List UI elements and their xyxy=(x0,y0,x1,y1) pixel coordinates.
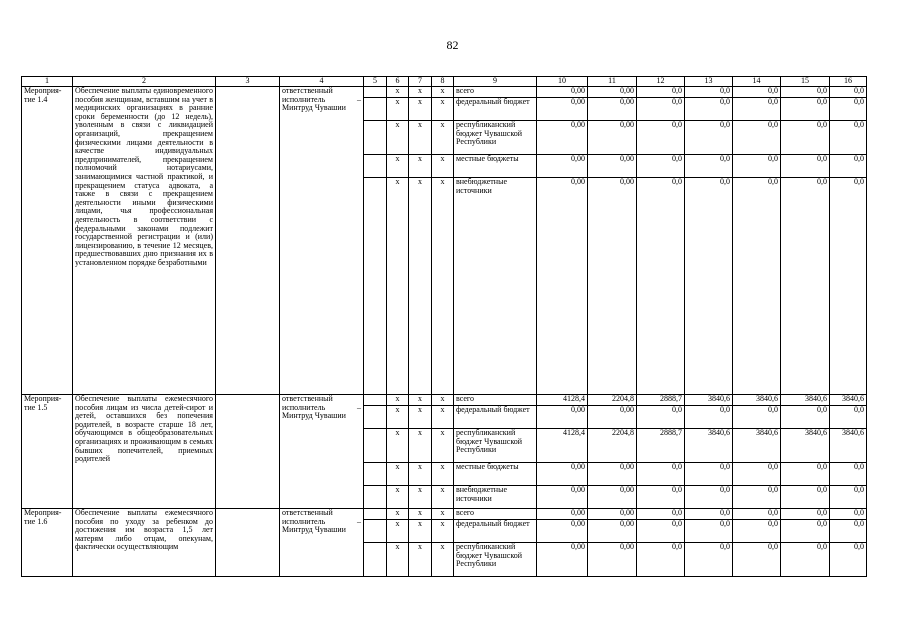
funding-value: 0,00 xyxy=(588,406,637,429)
empty-cell xyxy=(364,98,387,121)
code-mark: x xyxy=(387,429,409,463)
table-row xyxy=(22,395,867,406)
code-mark: x xyxy=(387,406,409,429)
funding-value: 2888,7 xyxy=(637,395,685,406)
funding-value: 0,0 xyxy=(733,463,781,486)
funding-source: внебюджетные источники xyxy=(454,178,537,395)
funding-value: 0,00 xyxy=(537,509,588,520)
funding-source: всего xyxy=(454,87,537,98)
code-mark: x xyxy=(432,155,454,178)
funding-value: 0,00 xyxy=(537,486,588,509)
funding-value: 0,0 xyxy=(830,87,867,98)
funding-value: 0,0 xyxy=(781,87,830,98)
code-mark: x xyxy=(409,509,432,520)
funding-value: 0,00 xyxy=(588,87,637,98)
table-row xyxy=(22,509,867,520)
funding-value: 0,0 xyxy=(830,463,867,486)
column-header: 6 xyxy=(387,77,409,87)
empty-cell xyxy=(364,486,387,509)
funding-source: республиканский бюджет Чувашской Республики xyxy=(454,543,537,577)
column-header: 5 xyxy=(364,77,387,87)
funding-value: 0,0 xyxy=(637,520,685,543)
funding-value: 0,0 xyxy=(637,543,685,577)
funding-value: 0,0 xyxy=(685,87,733,98)
funding-value: 0,00 xyxy=(537,543,588,577)
funding-value: 2204,8 xyxy=(588,395,637,406)
column-header: 9 xyxy=(454,77,537,87)
funding-value: 0,00 xyxy=(588,520,637,543)
funding-value: 0,0 xyxy=(781,486,830,509)
funding-value: 0,00 xyxy=(537,520,588,543)
funding-value: 0,00 xyxy=(537,121,588,155)
funding-value: 0,0 xyxy=(637,406,685,429)
empty-cell xyxy=(364,520,387,543)
funding-value: 3840,6 xyxy=(733,429,781,463)
page-number: 82 xyxy=(446,38,459,52)
empty-cell xyxy=(364,463,387,486)
empty-cell xyxy=(216,395,280,509)
funding-source: республиканский бюджет Чувашской Республики xyxy=(454,429,537,463)
code-mark: x xyxy=(432,509,454,520)
funding-value: 0,0 xyxy=(733,98,781,121)
funding-value: 0,0 xyxy=(685,155,733,178)
column-header: 11 xyxy=(588,77,637,87)
activity-responsible: ответственный исполнитель – Минтруд Чувашии xyxy=(280,87,364,395)
code-mark: x xyxy=(409,520,432,543)
code-mark: x xyxy=(387,463,409,486)
empty-cell xyxy=(364,543,387,577)
code-mark: x xyxy=(432,178,454,395)
code-mark: x xyxy=(432,463,454,486)
activity-name: Мероприя-тие 1.6 xyxy=(22,509,73,577)
code-mark: x xyxy=(432,98,454,121)
funding-value: 0,0 xyxy=(637,509,685,520)
funding-value: 0,0 xyxy=(781,463,830,486)
funding-value: 0,0 xyxy=(637,463,685,486)
funding-value: 0,0 xyxy=(685,98,733,121)
funding-value: 0,0 xyxy=(733,509,781,520)
funding-value: 0,00 xyxy=(537,463,588,486)
table-body xyxy=(22,87,867,577)
funding-value: 3840,6 xyxy=(685,429,733,463)
funding-source: местные бюджеты xyxy=(454,155,537,178)
code-mark: x xyxy=(409,155,432,178)
funding-value: 0,00 xyxy=(537,178,588,395)
empty-cell xyxy=(216,87,280,395)
funding-value: 0,0 xyxy=(830,486,867,509)
funding-source: федеральный бюджет xyxy=(454,520,537,543)
funding-value: 0,0 xyxy=(830,155,867,178)
funding-value: 0,00 xyxy=(588,155,637,178)
funding-value: 3840,6 xyxy=(781,429,830,463)
funding-source: федеральный бюджет xyxy=(454,406,537,429)
activity-name: Мероприя-тие 1.4 xyxy=(22,87,73,395)
funding-value: 0,0 xyxy=(685,509,733,520)
code-mark: x xyxy=(387,121,409,155)
funding-value: 0,0 xyxy=(685,463,733,486)
code-mark: x xyxy=(387,98,409,121)
funding-value: 0,0 xyxy=(733,406,781,429)
funding-value: 3840,6 xyxy=(830,395,867,406)
column-header: 7 xyxy=(409,77,432,87)
code-mark: x xyxy=(432,429,454,463)
funding-value: 0,00 xyxy=(588,121,637,155)
funding-source: республиканский бюджет Чувашской Республики xyxy=(454,121,537,155)
funding-value: 0,0 xyxy=(781,509,830,520)
funding-value: 0,0 xyxy=(685,543,733,577)
code-mark: x xyxy=(409,87,432,98)
column-header: 1 xyxy=(22,77,73,87)
funding-value: 3840,6 xyxy=(685,395,733,406)
code-mark: x xyxy=(387,543,409,577)
activity-responsible: ответственный исполнитель – Минтруд Чувашии xyxy=(280,395,364,509)
table-row xyxy=(22,87,867,98)
funding-value: 0,00 xyxy=(588,543,637,577)
funding-value: 0,00 xyxy=(537,155,588,178)
code-mark: x xyxy=(409,543,432,577)
funding-value: 0,0 xyxy=(781,98,830,121)
code-mark: x xyxy=(432,395,454,406)
code-mark: x xyxy=(387,178,409,395)
funding-value: 4128,4 xyxy=(537,429,588,463)
funding-source: внебюджетные источники xyxy=(454,486,537,509)
funding-value: 0,0 xyxy=(781,121,830,155)
column-header: 12 xyxy=(637,77,685,87)
code-mark: x xyxy=(387,486,409,509)
empty-cell xyxy=(364,429,387,463)
funding-value: 0,0 xyxy=(733,155,781,178)
funding-value: 0,0 xyxy=(685,178,733,395)
empty-cell xyxy=(364,395,387,406)
funding-value: 0,0 xyxy=(733,121,781,155)
funding-value: 0,0 xyxy=(637,486,685,509)
code-mark: x xyxy=(409,178,432,395)
funding-value: 2888,7 xyxy=(637,429,685,463)
funding-value: 0,0 xyxy=(830,121,867,155)
code-mark: x xyxy=(432,87,454,98)
funding-value: 0,0 xyxy=(733,543,781,577)
code-mark: x xyxy=(387,87,409,98)
code-mark: x xyxy=(387,520,409,543)
empty-cell xyxy=(216,509,280,577)
empty-cell xyxy=(364,155,387,178)
code-mark: x xyxy=(432,406,454,429)
funding-value: 3840,6 xyxy=(733,395,781,406)
code-mark: x xyxy=(387,155,409,178)
funding-value: 0,0 xyxy=(637,121,685,155)
funding-value: 0,0 xyxy=(830,98,867,121)
funding-value: 0,0 xyxy=(733,178,781,395)
funding-value: 0,0 xyxy=(781,178,830,395)
funding-value: 0,0 xyxy=(733,87,781,98)
funding-value: 4128,4 xyxy=(537,395,588,406)
funding-value: 0,00 xyxy=(537,87,588,98)
activity-responsible: ответственный исполнитель – Минтруд Чувашии xyxy=(280,509,364,577)
code-mark: x xyxy=(387,395,409,406)
funding-value: 0,00 xyxy=(537,406,588,429)
funding-value: 3840,6 xyxy=(781,395,830,406)
column-header: 13 xyxy=(685,77,733,87)
funding-value: 0,0 xyxy=(830,178,867,395)
empty-cell xyxy=(364,121,387,155)
code-mark: x xyxy=(409,429,432,463)
funding-value: 0,0 xyxy=(830,520,867,543)
code-mark: x xyxy=(409,121,432,155)
code-mark: x xyxy=(432,520,454,543)
funding-value: 0,0 xyxy=(830,509,867,520)
funding-value: 3840,6 xyxy=(830,429,867,463)
funding-value: 0,00 xyxy=(588,98,637,121)
column-header: 16 xyxy=(830,77,867,87)
funding-source: всего xyxy=(454,509,537,520)
funding-value: 0,00 xyxy=(537,98,588,121)
funding-value: 0,0 xyxy=(830,406,867,429)
funding-value: 2204,8 xyxy=(588,429,637,463)
code-mark: x xyxy=(409,463,432,486)
code-mark: x xyxy=(432,121,454,155)
empty-cell xyxy=(364,406,387,429)
funding-value: 0,0 xyxy=(637,98,685,121)
code-mark: x xyxy=(409,406,432,429)
column-header: 8 xyxy=(432,77,454,87)
code-mark: x xyxy=(409,98,432,121)
funding-value: 0,0 xyxy=(637,155,685,178)
code-mark: x xyxy=(409,395,432,406)
empty-cell xyxy=(364,509,387,520)
code-mark: x xyxy=(387,509,409,520)
funding-value: 0,0 xyxy=(781,406,830,429)
empty-cell xyxy=(364,178,387,395)
column-header: 14 xyxy=(733,77,781,87)
funding-value: 0,0 xyxy=(685,121,733,155)
funding-value: 0,0 xyxy=(685,406,733,429)
funding-value: 0,0 xyxy=(637,87,685,98)
program-budget-table xyxy=(21,76,867,577)
funding-value: 0,0 xyxy=(685,486,733,509)
funding-value: 0,0 xyxy=(733,486,781,509)
activity-description: Обеспечение выплаты ежемесячного пособия лицам из числа детей-сирот и детей, оставшихся без попечения родителей, в возрасте старше 18 лет, обучающимся в общеобразовательных организациях и проживающим в семьях бывших попечителей, приемных родителей xyxy=(73,395,216,509)
funding-source: федеральный бюджет xyxy=(454,98,537,121)
funding-value: 0,0 xyxy=(781,155,830,178)
code-mark: x xyxy=(432,486,454,509)
column-header: 15 xyxy=(781,77,830,87)
column-header: 4 xyxy=(280,77,364,87)
empty-cell xyxy=(364,87,387,98)
funding-source: местные бюджеты xyxy=(454,463,537,486)
column-numbers-row xyxy=(22,77,867,87)
activity-name: Мероприя-тие 1.5 xyxy=(22,395,73,509)
funding-value: 0,0 xyxy=(830,543,867,577)
funding-value: 0,0 xyxy=(733,520,781,543)
funding-value: 0,0 xyxy=(637,178,685,395)
funding-value: 0,0 xyxy=(781,520,830,543)
funding-value: 0,00 xyxy=(588,486,637,509)
funding-source: всего xyxy=(454,395,537,406)
funding-value: 0,00 xyxy=(588,178,637,395)
funding-value: 0,00 xyxy=(588,509,637,520)
funding-value: 0,0 xyxy=(781,543,830,577)
column-header: 3 xyxy=(216,77,280,87)
code-mark: x xyxy=(432,543,454,577)
activity-description: Обеспечение выплаты ежемесячного пособия по уходу за ребенком до достижения им возраста 1,5 лет матерям либо отцам, опекунам, фактически осуществляющим xyxy=(73,509,216,577)
column-header: 10 xyxy=(537,77,588,87)
activity-description: Обеспечение выплаты единовременного пособия женщинам, вставшим на учет в медицинских организациях в ранние сроки беременности (до 12 недель), уволенным в связи с ликвидацией организаций, прекращением физическими лицами деятельности в качестве индивидуальных предпринимателей, прекращением полномочий нотариусами, занимающимися частной практикой, и прекращением статуса адвоката, а также в связи с прекращением деятельности иными физическими лицами, чья профессиональная деятельность в соответствии с федеральными законами подлежит государственной регистрации и (или) лицензированию, в течение 12 месяцев, предшествовавших дню признания их в установленном порядке безработными xyxy=(73,87,216,395)
column-header: 2 xyxy=(73,77,216,87)
funding-value: 0,00 xyxy=(588,463,637,486)
code-mark: x xyxy=(409,486,432,509)
funding-value: 0,0 xyxy=(685,520,733,543)
